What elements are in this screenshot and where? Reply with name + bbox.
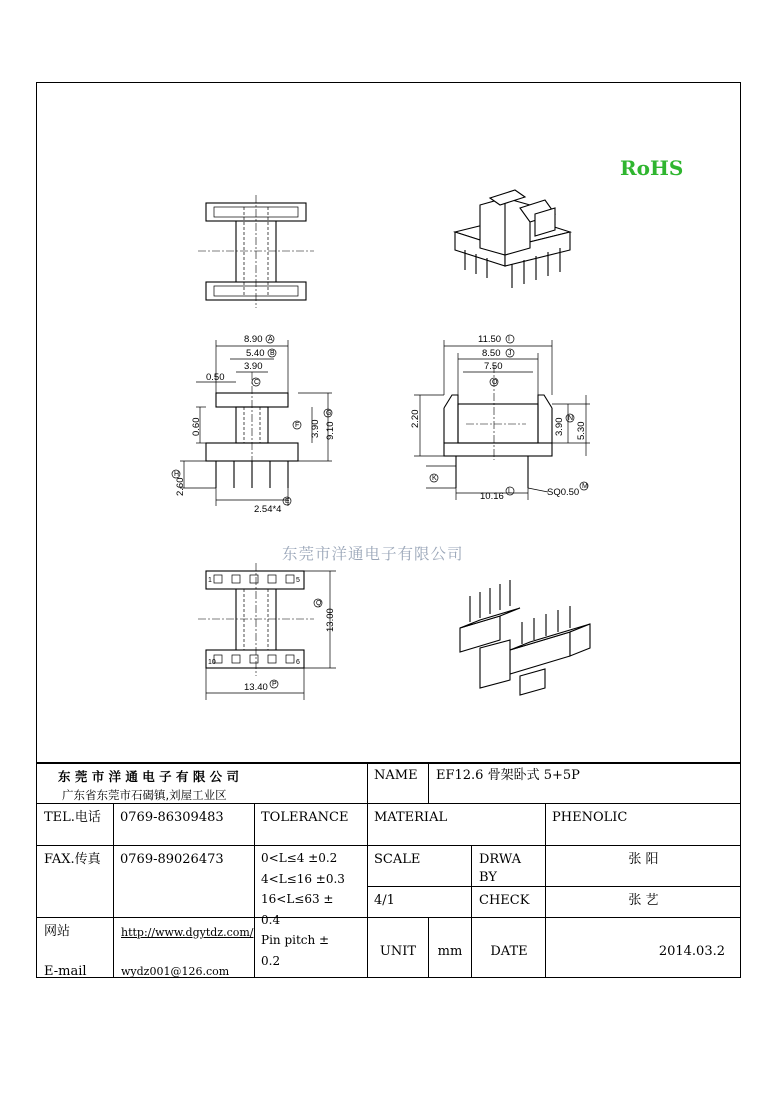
tolerance-line-2: 4<L≤16 ±0.3	[261, 871, 345, 886]
pin-number-10: 10	[208, 659, 216, 666]
front-dim-050: 0.50	[206, 372, 225, 383]
side-dim-1150: 11.50	[478, 334, 502, 345]
unit-label: UNIT	[379, 944, 417, 959]
scale-label: SCALE	[374, 852, 421, 867]
front-dim-pitch: 2.54*4	[254, 504, 282, 515]
bottom-dim-1300: 13.00	[325, 608, 336, 632]
side-dim-sq050: SQ0.50	[547, 487, 580, 498]
side-dim-220: 2.20	[410, 409, 421, 428]
tag-b: B	[270, 350, 275, 357]
front-view	[172, 334, 336, 515]
tag-h: H	[174, 471, 180, 478]
tolerance-line-1: 0<L≤4 ±0.2	[261, 851, 338, 865]
tolerance-label: TOLERANCE	[261, 810, 349, 825]
pin-number-1: 1	[208, 577, 212, 584]
fax-label: FAX.传真	[44, 852, 101, 867]
side-dim-390: 3.90	[554, 417, 565, 436]
part-name: EF12.6 骨架卧式 5+5P	[436, 768, 580, 783]
tag-e: E	[285, 498, 290, 505]
company-address: 广东省东莞市石碣镇,刘屋工业区	[62, 788, 227, 802]
website-label: 网站	[44, 924, 71, 939]
material-value: PHENOLIC	[552, 810, 628, 825]
bottom-dim-1340: 13.40	[244, 682, 268, 693]
check-value: 张 艺	[628, 893, 659, 908]
tag-p: P	[272, 681, 277, 688]
tag-n: N	[568, 415, 574, 422]
bottom-view	[198, 563, 336, 700]
fax-value: 0769-89026473	[120, 852, 224, 867]
tag-o: O	[492, 379, 498, 386]
tag-l: L	[508, 488, 512, 495]
tag-i: I	[508, 336, 510, 343]
side-dim-1016: 10.16	[480, 491, 504, 502]
side-dim-850: 8.50	[482, 348, 501, 359]
tag-f: F	[295, 422, 300, 429]
tag-c: C	[254, 379, 260, 386]
tolerance-line-6: 0.2	[261, 953, 281, 968]
website-link[interactable]: http://www.dgytdz.com/	[121, 926, 254, 939]
isometric-view-top	[455, 190, 570, 288]
tag-g: G	[326, 410, 332, 417]
date-value: 2014.03.2	[658, 944, 725, 959]
company-watermark: 东莞市洋通电子有限公司	[282, 545, 464, 563]
pin-number-5: 5	[296, 577, 300, 584]
tag-a: A	[268, 336, 273, 343]
check-label: CHECK	[479, 893, 530, 908]
company-name: 东 莞 市 洋 通 电 子 有 限 公 司	[58, 769, 240, 784]
tolerance-table	[261, 848, 365, 971]
front-dim-390-top: 3.90	[244, 361, 263, 372]
tolerance-line-3: 16<L≤63 ±	[261, 892, 334, 906]
front-dim-540: 5.40	[246, 348, 265, 359]
tolerance-line-4: 0.4	[261, 912, 281, 927]
pin-number-6: 6	[296, 659, 300, 666]
front-dim-260: 2.60	[175, 477, 186, 496]
side-view	[410, 334, 590, 502]
tag-k: K	[432, 475, 437, 482]
tag-q: Q	[316, 600, 322, 607]
date-label: DATE	[490, 944, 528, 959]
plan-view	[198, 195, 314, 308]
email-label: E-mail	[44, 964, 87, 979]
tel-label: TEL.电话	[44, 810, 101, 825]
front-dim-890: 8.90	[244, 334, 263, 345]
tel-value: 0769-86309483	[120, 810, 224, 825]
rohs-label: RoHS	[620, 156, 684, 180]
front-dim-910: 9.10	[325, 421, 336, 440]
front-dim-390-side: 3.90	[310, 419, 321, 438]
unit-value: mm	[437, 944, 463, 959]
side-dim-530: 5.30	[576, 421, 587, 440]
front-dim-060: 0.60	[191, 417, 202, 436]
tolerance-line-5: Pin pitch ±	[261, 933, 330, 947]
email-value: wydz001@126.com	[121, 965, 230, 978]
drawn-by-value: 张 阳	[628, 852, 659, 867]
isometric-view-bottom	[460, 580, 590, 695]
scale-value: 4/1	[374, 893, 395, 908]
tag-m: M	[582, 483, 588, 490]
side-dim-750: 7.50	[484, 361, 503, 372]
material-label: MATERIAL	[374, 810, 448, 825]
name-label: NAME	[374, 768, 418, 783]
tag-j: J	[508, 350, 512, 357]
drawn-by-label: DRWA BY	[479, 852, 522, 886]
